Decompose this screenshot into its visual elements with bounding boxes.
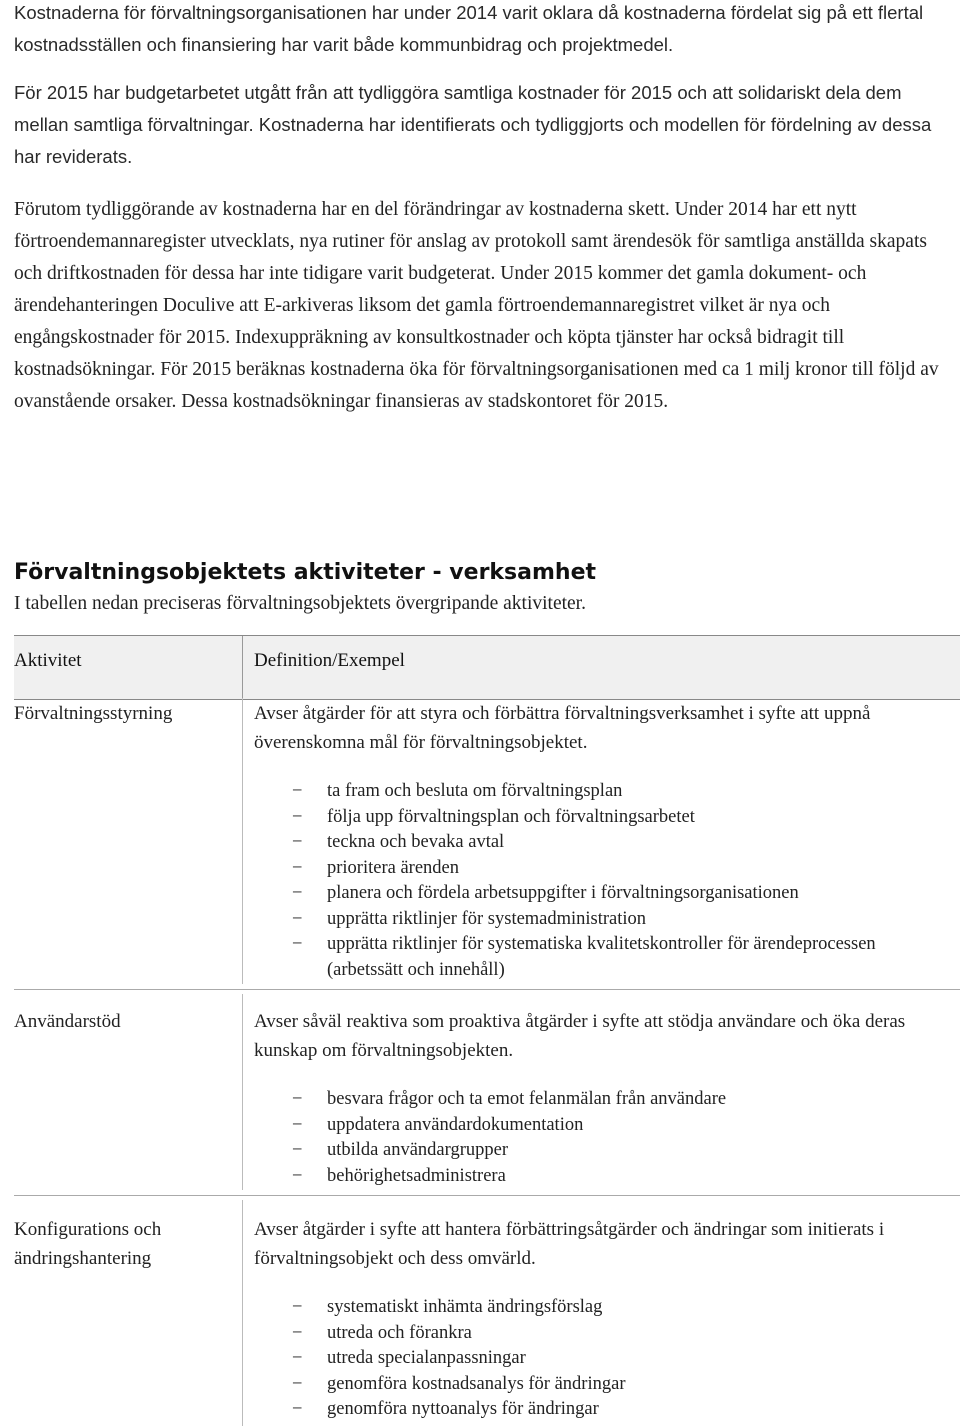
- paragraph-costs-2014: Kostnaderna för förvaltningsorganisationen har under 2014 varit oklara då kostnaderna fördelat sig på ett flertal kostnadsställen och finansiering har varit både kommunbidrag och projektmedel.: [14, 2, 924, 55]
- list-item-text: upprätta riktlinjer för systemadministration: [327, 908, 647, 929]
- header-definition: Definition/Exempel: [254, 650, 405, 671]
- list-item-text: systematiskt inhämta ändringsförslag: [327, 1297, 603, 1317]
- list-item: [254, 805, 954, 831]
- list-item: [254, 779, 954, 805]
- list-item: [254, 1372, 954, 1398]
- list-item-text: utreda och förankra: [327, 1322, 472, 1343]
- header-activity: Aktivitet: [14, 650, 82, 671]
- list-item-text: genomföra kostnadsanalys för ändringar: [327, 1373, 626, 1394]
- list-item-text: uppdatera användardokumentation: [327, 1114, 584, 1135]
- list-item-text: besvara frågor och ta emot felanmälan från användare: [327, 1089, 727, 1109]
- column-divider: [242, 994, 243, 1190]
- list-item-text: teckna och bevaka avtal: [327, 832, 505, 852]
- list-item: [254, 1346, 954, 1372]
- dash-bullet: −: [292, 1297, 303, 1317]
- list-item-text: utreda specialanpassningar: [327, 1348, 526, 1368]
- list-item-text: ta fram och besluta om förvaltningsplan: [327, 781, 623, 801]
- example-list: [254, 1087, 954, 1189]
- definition-cell: Avser såväl reaktiva som proaktiva åtgärder i syfte att stödja användare och öka deras kunskap om förvaltningsobjekten.: [254, 1011, 906, 1061]
- dash-bullet: −: [292, 1373, 303, 1394]
- example-list: [254, 779, 954, 983]
- dash-bullet: −: [292, 1089, 303, 1109]
- list-item-text: planera och fördela arbetsuppgifter i förvaltningsorganisationen: [327, 883, 799, 903]
- list-item-text: utbilda användargrupper: [327, 1140, 508, 1160]
- list-item-text: upprätta riktlinjer för systematiska kvalitetskontroller för ärendeprocessen (arbetssätt och innehåll): [327, 934, 876, 980]
- list-item: [254, 1113, 954, 1139]
- row-separator: [14, 989, 960, 990]
- definition-cell: Avser åtgärder för att styra och förbättra förvaltningsverksamhet i syfte att uppnå överenskomna mål för förvaltningsobjektet.: [254, 703, 871, 753]
- paragraph-cost-changes: Förutom tydliggörande av kostnaderna har en del förändringar av kostnaderna skett. Under 2014 har ett nytt förtroendemannaregister utvecklats, nya rutiner för anslag av protokoll samt ärendesök för samtliga anställda skapats och driftkostnaden för dessa har inte tidigare varit budgeterat. Under 2015 kommer det gamla dokument- och ärendehanteringen Doculive att E-arkiveras liksom det gamla förtroendemannaregistret vilket är nya och engångskostnader för 2015. Indexuppräkning av konsultkostnader och köpta tjänster har också bidragit till kostnadsökningar. För 2015 beräknas kostnaderna öka för förvaltningsorganisationen med ca 1 milj kronor till följd av ovanstående orsaker. Dessa kostnadsökningar finansieras av stadskontoret för 2015.: [14, 199, 939, 412]
- paragraph-budget-2015: För 2015 har budgetarbetet utgått från att tydliggöra samtliga kostnader för 2015 och att solidariskt dela dem mellan samtliga förvaltningar. Kostnaderna har identifierats och tydliggjorts och modellen för fördelning av dessa har reviderats.: [14, 82, 932, 167]
- example-list: [254, 1295, 954, 1423]
- dash-bullet: −: [292, 857, 303, 878]
- section-intro: I tabellen nedan preciseras förvaltningsobjektets övergripande aktiviteter.: [14, 593, 586, 614]
- dash-bullet: −: [292, 1114, 303, 1135]
- list-item-text: genomföra nyttoanalys för ändringar: [327, 1399, 599, 1419]
- activity-cell: Användarstöd: [14, 1011, 121, 1032]
- list-item: [254, 1321, 954, 1347]
- dash-bullet: −: [292, 908, 303, 929]
- column-divider: [242, 1200, 243, 1426]
- header-divider: [242, 636, 243, 699]
- dash-bullet: −: [292, 832, 303, 852]
- definition-cell: Avser åtgärder i syfte att hantera förbättringsåtgärder och ändringar som initierats i förvaltningsobjekt och dess omvärld.: [254, 1219, 885, 1269]
- list-item-text: följa upp förvaltningsplan och förvaltningsarbetet: [327, 806, 695, 827]
- dash-bullet: −: [292, 781, 303, 801]
- section-heading: Förvaltningsobjektets aktiviteter - verksamhet: [14, 560, 597, 585]
- row-separator: [14, 1195, 960, 1196]
- dash-bullet: −: [292, 806, 303, 827]
- list-item-text: behörighetsadministrera: [327, 1165, 506, 1186]
- table-header: [14, 635, 960, 700]
- list-item: [254, 1087, 954, 1113]
- dash-bullet: −: [292, 1399, 303, 1419]
- dash-bullet: −: [292, 883, 303, 903]
- list-item: [254, 1138, 954, 1164]
- activities-table: [14, 635, 960, 1419]
- dash-bullet: −: [292, 1322, 303, 1343]
- dash-bullet: −: [292, 934, 303, 954]
- list-item: [254, 856, 954, 882]
- list-item: [254, 881, 954, 907]
- column-divider: [242, 698, 243, 984]
- activity-cell: Förvaltningsstyrning: [14, 703, 173, 724]
- dash-bullet: −: [292, 1140, 303, 1160]
- list-item: [254, 907, 954, 933]
- list-item: [254, 932, 954, 983]
- list-item-text: prioritera ärenden: [327, 857, 459, 878]
- dash-bullet: −: [292, 1348, 303, 1368]
- list-item: [254, 1164, 954, 1190]
- activity-cell: Konfigurations och ändringshantering: [14, 1219, 162, 1269]
- list-item: [254, 1397, 954, 1423]
- list-item: [254, 1295, 954, 1321]
- list-item: [254, 830, 954, 856]
- dash-bullet: −: [292, 1165, 303, 1186]
